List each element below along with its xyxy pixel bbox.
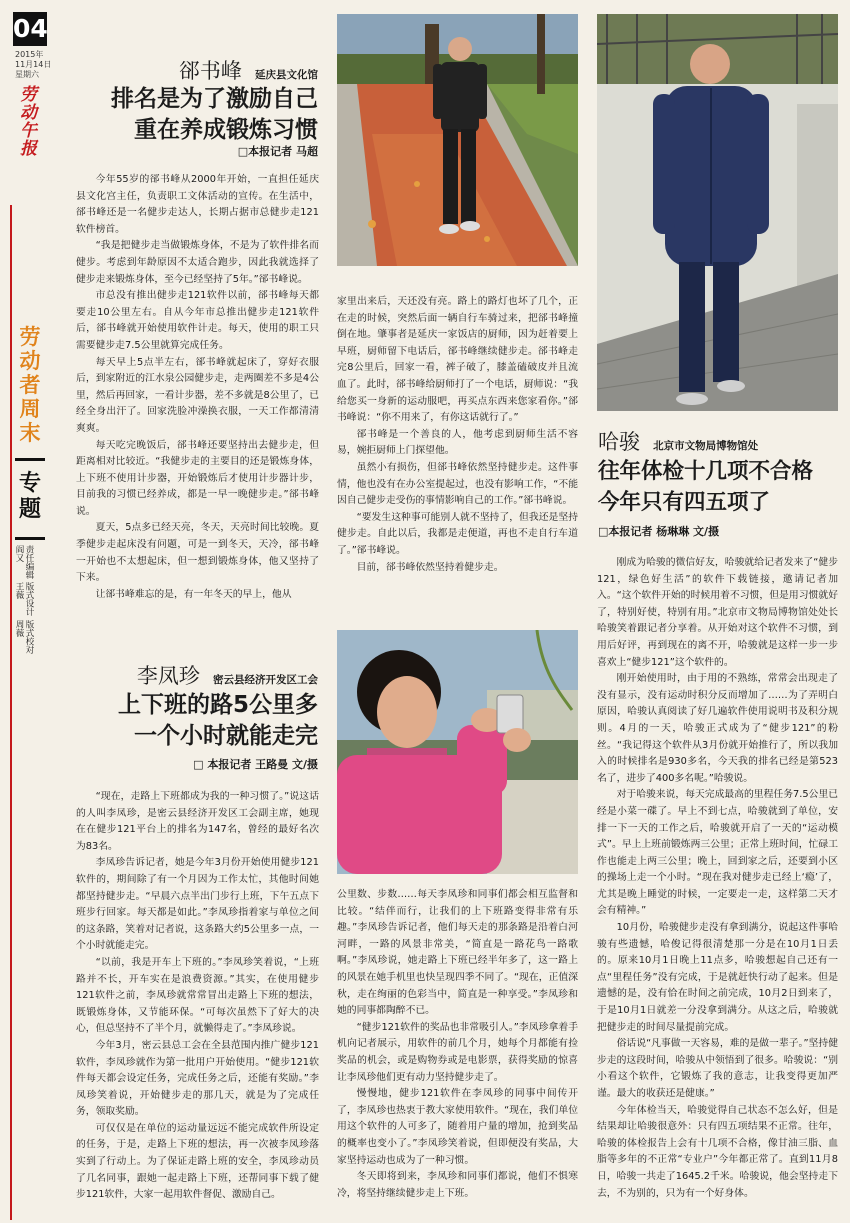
walking-man-park-photo (337, 14, 578, 266)
article2-title: 上下班的路5公里多 一个小时就能走完 (117, 692, 318, 749)
article3-affiliation: 北京市文物局博物馆处 (653, 440, 759, 452)
topic-label: 专题 (18, 471, 41, 522)
article2-byline: □ 本报记者 王路曼 文/摄 (193, 758, 318, 771)
article3-header (598, 426, 838, 456)
article1-byline: □本报记者 马超 (237, 145, 318, 158)
woman-taking-photo (337, 630, 578, 874)
article1-person-name: 郤书峰 (178, 59, 242, 83)
article2-column2: 公里数、步数……每天李凤珍和同事们都会相互监督和比较。“结伴而行，让我们的上下班路变得非常有乐趣。”李凤珍告诉记者，他们每天走的那条路是沿着白河河畔，一路的风景非常美，“简直是一路花鸟一路歌啊。”李凤珍说，她走路上下班已经半年多了，这一路上的风景在她手机里也快呈现四季不同了。“现在，正值深秋，走在绚丽的色彩当中，简直是一种享受。”李凤珍和她的同事都陶醉不已。 “健步121软件的奖品也非常吸引人。”李凤珍拿着手机向记者展示，用软件的前几个月，她每个月都能有捡奖品的机会，或是购物券或是电影票，获得奖励的惊喜让李凤珍他们更有动力坚持健步走了。 慢慢地，健步121软件在李凤珍的同事中间传开了，李凤珍也热衷于教大家使用软件。“现在，我们单位用这个软件的人可多了，随着用户量的增加，抢到奖品的概率也变小了。”李凤珍笑着说，但即便没有奖品，大家坚持运动也成为了一种习惯。 冬天即将到来，李凤珍和同事们都说，他们不惧寒冷，将坚持继续健步走上下班。 (337, 889, 578, 1199)
article1-affiliation: 延庆县文化馆 (255, 69, 318, 81)
article1-column1: 今年55岁的郤书峰从2000年开始，一直担任延庆县文化宫主任，负责职工文体活动的宣传。在生活中，郤书峰还是一名健步走达人，长期占据市总健步走121软件榜首。 “我是把健步走当做锻炼身体，不是为了软件排名而健步。考虑到年龄原因不太适合跑步，因此我就选择了健步走来锻炼身体，至今已经坚持了5年。”郤书峰说。 市总没有推出健步走121软件以前，郤书峰每天都要走10公里左右。自从今年市总推出健步走121软件后，郤书峰就开始使用软件计走。每天，使用的职工只需要健步走7.5公里就算完成任务。 每天早上5点半左右，郤书峰就起床了，穿好衣服后，到家附近的江水泉公园健步走，走两圈差不多是4公里，然后再回家，一看计步器，差不多就是8公里了，已经全身出汗了。回家洗脸冲澡换衣服，一天工作都清清爽爽。 每天吃完晚饭后，郤书峰还要坚持出去健步走，但距离相对比较近。“我健步走的主要目的还是锻炼身体，上下班不使用计步器，开始锻炼后才使用计步器计步，目前我的习惯已经养成，都是一早一晚健步走。”郤书峰说。 夏天，5点多已经天亮，冬天，天亮时间比较晚。夏季健步走起床没有问题，可是一到冬天，天冷，郤书峰一开始也不太想起床，但一想到锻炼身体，他又坚持了下来。 让郤书峰难忘的是，有一年冬天的早上，他从 (76, 174, 319, 600)
article3-column1: 刚成为哈骏的微信好友，哈骏就给记者发来了“健步121，绿色好生活”的软件下载链接，邀请记者加入。“这个软件开始的时候用着不习惯，但是用习惯就好了，特别好使，特别有用。”北京市文物局博物馆处处长哈骏笑着跟记者分享着。从开始对这个软件不习惯，到用后好评，再到现在的离不开，哈骏就是这样一步一步喜欢上“健步121”这个软件的。 刚开始使用时，由于用的不熟练，常常会出现走了没有显示，没有运动时积分反而增加了……为了弄明白原因，哈骏认真阅读了好几遍软件使用说明书及积分规则。4月的一天，哈骏正式成为了“健步121”的粉丝。“我记得这个软件从3月份就开始推行了，所以我加入的时候排名是930多名，今天我的排名已经是第523名了，进步了400多名呢。”哈骏说。 对于哈骏来说，每天完成最高的里程任务7.5公里已经是小菜一碟了。早上不到七点，哈骏就到了单位，安排一下一天的工作之后，哈骏就开启了一天的“运动模式”。早上上班前锻炼两三公里；正常上班时间，忙碌工作也能走上两三公里；晚上，回到家之后，还要到小区的操场上走一个小时。“现在我对健步走已经上‘瘾’了，尤其是晚上睡觉的时候，一定要走一走，这样第二天才会有精神。” 10月份，哈骏健步走没有拿到满分，说起这件事哈骏有些遗憾，哈俊记得很清楚那一分是在10月1日丢的。原来10月1日晚上11点多，哈骏想起自己还有一点“里程任务”没有完成，于是就赶快行动了起来。但是遗憾的是，没有恰在时间之前完成，10月2日到来了，于是10月1日就差一分没拿到满分。从这之后，哈骏就把健步走的时间尽量提前完成。 俗话说“凡事做一天容易，难的是做一辈子。”坚持健步走的这段时间，哈骏从中领悟到了很多。哈骏说：“别小看这个软件，它锻炼了我的意志，让我变得更加严谨。最大的收获还是健康。” 今年体检当天，哈骏觉得自己状态不怎么好，但是结果却让哈骏很意外：只有四五项结果不正常。往年，哈骏的体检报告上会有十几项不合格，像甘油三脂、血脂等多年的不正常“专业户”今年都正常了。直到11月8日，哈骏一共走了1645.2千米。哈骏说，他会坚持走下去，不为别的，只为有一个好身体。 (597, 557, 838, 1199)
article3-title: 往年体检十几项不合格 今年只有四五项了 (598, 459, 814, 515)
article3-byline: □本报记者 杨琳琳 文/摄 (598, 525, 720, 538)
man-walking-sidewalk-photo (597, 14, 838, 411)
article2-header (70, 660, 318, 690)
left-divider (10, 205, 12, 1220)
article2-column1: “现在，走路上下班都成为我的一种习惯了。”说这话的人叫李凤珍，是密云县经济开发区工会副主席，她现在在健步121平台上的排名为147名，曾经的最好名次为83名。 李凤珍告诉记者，她是今年3月份开始使用健步121软件的，期间除了有一个月因为工作太忙，其他时间她都坚持健步走。“早晨六点半出门步行上班，下午五点下班步行回家。每天都是如此。”李凤珍指着家与单位之间的这条路，笑着对记者说，这条路大约5公里多一点，一个小时就能走完。 “以前，我是开车上下班的。”李凤珍笑着说，“上班路并不长，开车实在是浪费资源。”其实，在使用健步121软件之前，李凤珍就常常冒出走路上下班的想法，既锻炼身体，又节能环保。“可每次虽然下了好大的决心，但总坚持不了半个月，就懒得走了。”李凤珍说。 今年3月，密云县总工会在全县范围内推广健步121软件，李凤珍就作为第一批用户开始使用。“健步121软件每天都会设定任务，完成任务之后，还能有奖励。”李凤珍笑着说，开始健步走的那几天，就是为了完成任务，领取奖励。 可仅仅是在单位的运动量远远不能完成软件所设定的任务，于是，走路上下班的想法，再一次被李凤珍落实到了行动上。为了保证走路上班的安全，李凤珍动员了几名同事，跟她一起走路上下班，还帮同事下载了健步121软件，大家一起用软件督促、激励自己。 (76, 791, 319, 1201)
newspaper-logo: 劳动午报 (16, 85, 36, 157)
issue-date: 2015年 11月14日 星期六 (15, 50, 52, 79)
topic-box (15, 458, 45, 540)
article2-affiliation: 密云县经济开发区工会 (213, 674, 318, 686)
article3-person-name: 哈骏 (598, 430, 640, 454)
editorial-credits: 版式校对 周薇 版式设计 王薇 责任编辑 阎又 (14, 545, 34, 654)
article1-title: 排名是为了激励自己 重在养成锻炼习惯 (111, 86, 318, 143)
section-name: 劳动者周末 (19, 325, 41, 445)
article1-column2: 家里出来后，天还没有亮。路上的路灯也坏了几个，正在走的时候，突然后面一辆自行车骑过来，把郤书峰撞倒在地。肇事者是延庆一家饭店的厨师，因为赶着要上早班，厨师留下电话后，郤书峰继续健步走。郤书峰走完8公里后，回家一看，裤子破了，膝盖磕破皮并且流血了。此时，郤书峰给厨师打了一个电话，厨师说：“我给您买一身新的运动服吧，再买点东西来您家看你。”郤书峰说：“你不用来了，有你这话就行了。” 郤书峰是一个善良的人，他考虑到厨师生活不容易，婉拒厨师上门探望他。 虽然小有损伤，但郤书峰依然坚持健步走。这件事情，他也没有在办公室提起过，也没有影响工作，“不能因自己健步走受伤的事情影响自己的工作。”郤书峰说。 “要发生这种事可能别人就不坚持了，但我还是坚持健步走。自此以后，我都是走便道，再也不走自行车道了。”郤书峰说。 目前，郤书峰依然坚持着健步走。 (337, 296, 578, 573)
article2-person-name: 李凤珍 (136, 664, 200, 688)
article1-header (70, 55, 318, 85)
page-number: 04 (13, 12, 47, 46)
